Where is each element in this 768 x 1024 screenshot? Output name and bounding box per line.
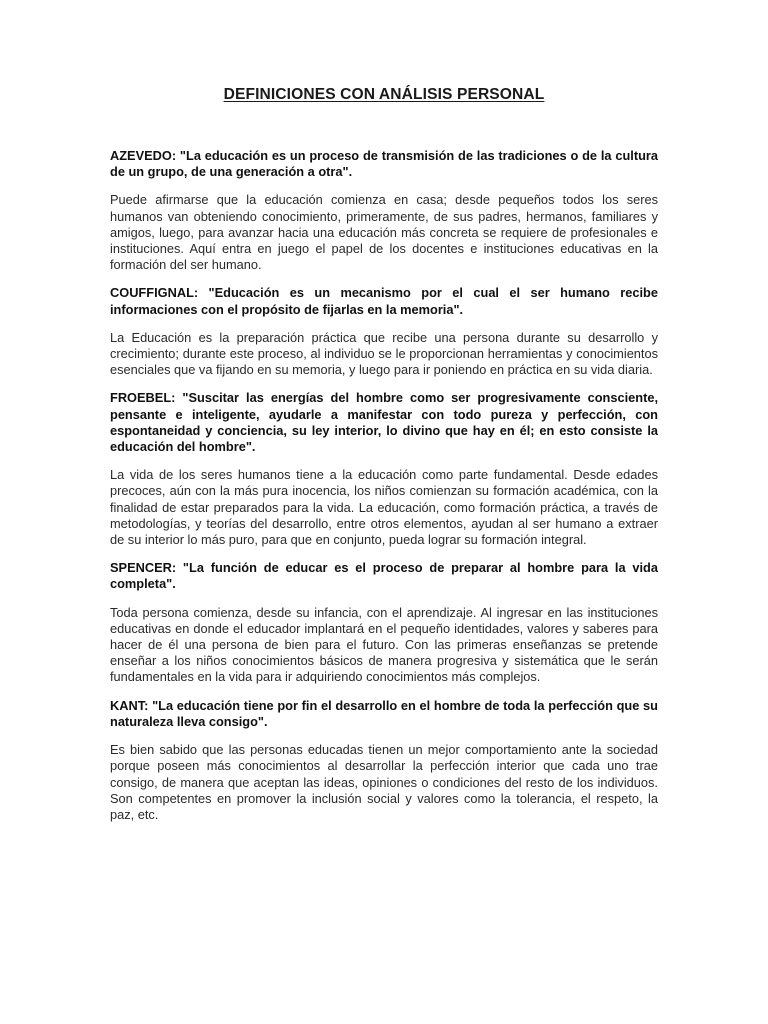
definition-quote: FROEBEL: "Suscitar las energías del hombre como ser progresivamente consciente, pensante e inteligente, ayudarle a manifestar con todo pureza y perfección, con espontaneidad y conciencia, su ley interior, lo divino que hay en él; en esto consiste la educación del hombre".: [110, 390, 658, 455]
section-spencer: [110, 560, 658, 685]
section-azevedo: [110, 148, 658, 273]
section-couffignal: [110, 285, 658, 378]
personal-analysis: Es bien sabido que las personas educadas tienen un mejor comportamiento ante la sociedad porque poseen más conocimientos al desarrollar la perfección interior que cada uno trae consigo, de manera que aceptan las ideas, opiniones o condiciones del resto de los individuos. Son competentes en promover la inclusión social y valores como la tolerancia, el respeto, la paz, etc.: [110, 742, 658, 822]
personal-analysis: Puede afirmarse que la educación comienza en casa; desde pequeños todos los seres humanos van obteniendo conocimiento, primeramente, de sus padres, hermanos, familiares y amigos, luego, para avanzar hacia una educación más concreta se requiere de profesionales e instituciones. Aquí entra en juego el papel de los docentes e instituciones educativas en la formación del ser humano.: [110, 192, 658, 273]
document-title: DEFINICIONES CON ANÁLISIS PERSONAL: [223, 86, 545, 103]
personal-analysis: La vida de los seres humanos tiene a la educación como parte fundamental. Desde edades precoces, aún con la más pura inocencia, los niños comienzan su formación académica, con la finalidad de estar preparados para la vida. La educación, como formación práctica, a través de metodologías, y teorías del desarrollo, entre otros elementos, ayudan al ser humano a extraer de su interior lo más puro, para que en conjunto, pueda lograr su formación integral.: [110, 467, 658, 548]
definition-quote: COUFFIGNAL: "Educación es un mecanismo por el cual el ser humano recibe informaciones con el propósito de fijarlas en la memoria".: [110, 285, 658, 317]
definition-quote: AZEVEDO: "La educación es un proceso de transmisión de las tradiciones o de la cultura de un grupo, de una generación a otra".: [110, 148, 658, 180]
section-kant: [110, 698, 658, 823]
document-page: [110, 82, 658, 835]
personal-analysis: Toda persona comienza, desde su infancia, con el aprendizaje. Al ingresar en las instituciones educativas en donde el educador implantará en el pequeño identidades, valores y saberes para hacer de él una persona de bien para el futuro. Con las primeras enseñanzas se pretende enseñar a los niños conocimientos básicos de manera progresiva y sistemática que le serán fundamentales en la vida para ir adquiriendo conocimientos más complejos.: [110, 604, 658, 685]
definition-quote: SPENCER: "La función de educar es el proceso de preparar al hombre para la vida completa".: [110, 560, 658, 592]
definition-quote: KANT: "La educación tiene por fin el desarrollo en el hombre de toda la perfección que su naturaleza lleva consigo".: [110, 697, 658, 729]
personal-analysis: La Educación es la preparación práctica que recibe una persona durante su desarrollo y crecimiento; durante este proceso, al individuo se le proporcionan herramientas y conocimientos esenciales que va fijando en su memoria, y luego para ir poniendo en práctica en su vida diaria.: [110, 329, 658, 378]
section-froebel: [110, 390, 658, 548]
